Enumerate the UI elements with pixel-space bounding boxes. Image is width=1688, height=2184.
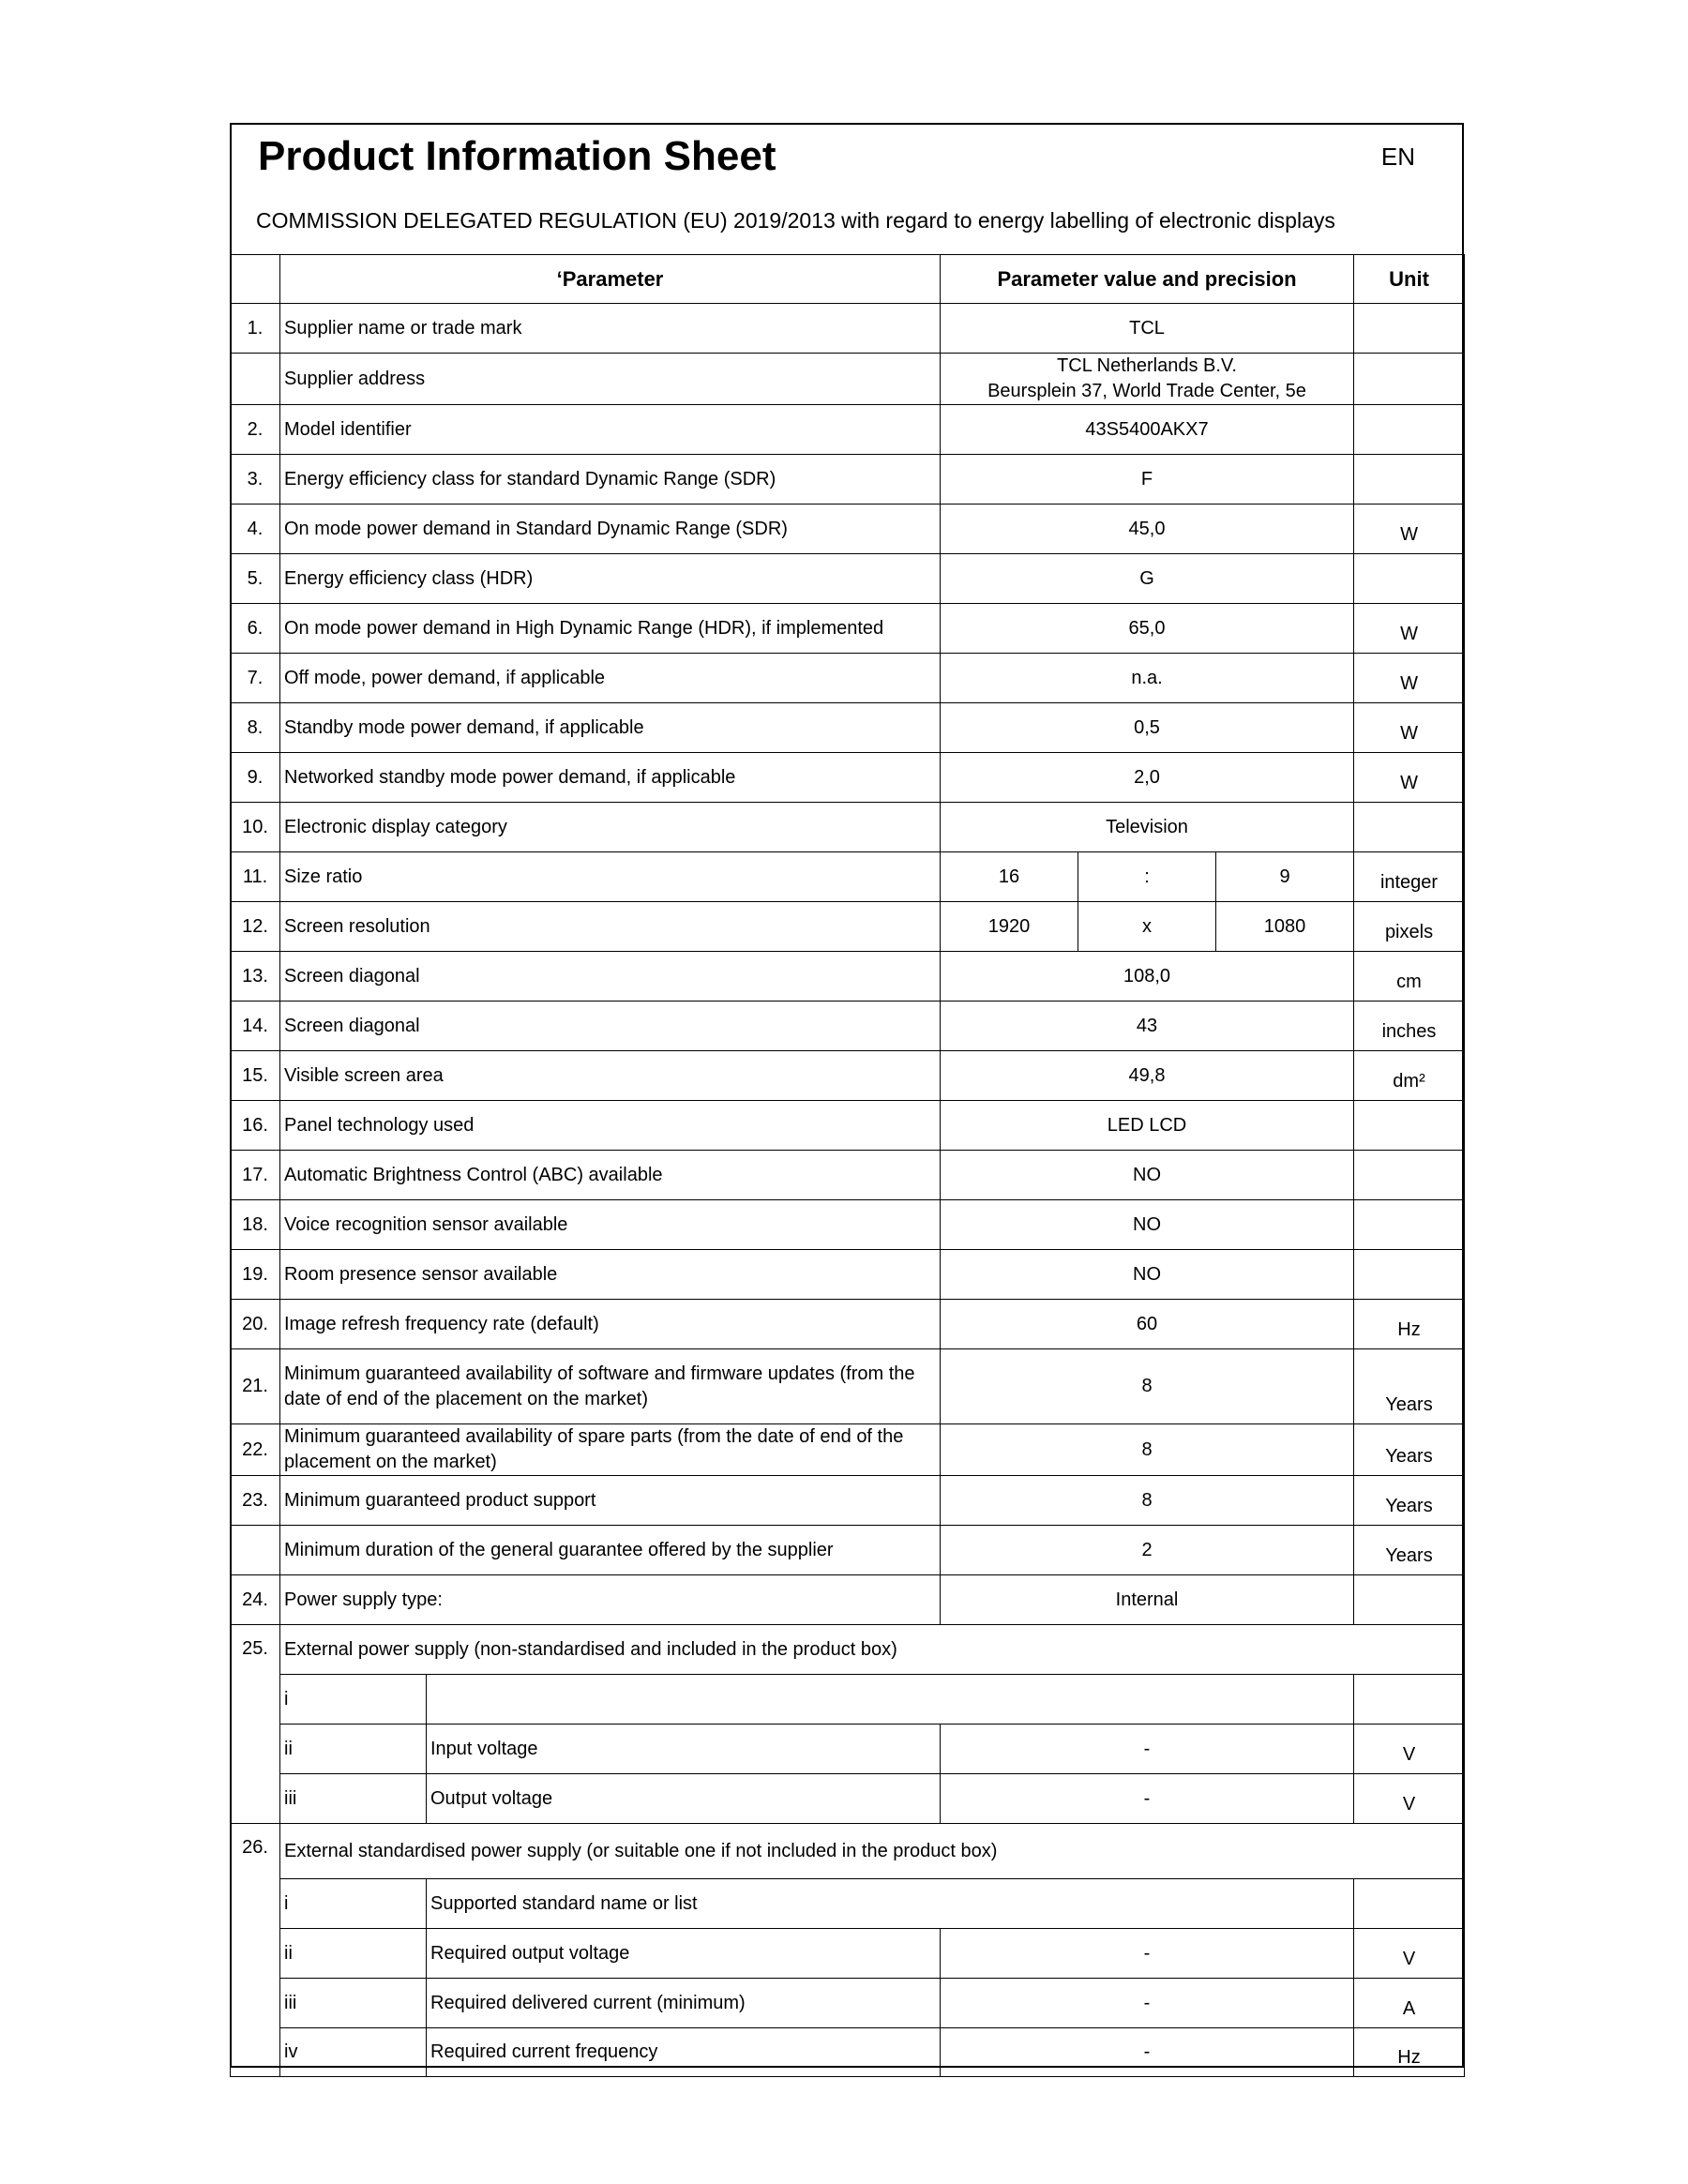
row-number: 21. bbox=[231, 1349, 280, 1424]
row-parameter: On mode power demand in High Dynamic Range (HDR), if implemented bbox=[280, 604, 941, 654]
table-header-row bbox=[231, 255, 1465, 304]
table-row bbox=[231, 1774, 1465, 1824]
table-row bbox=[231, 1424, 1465, 1476]
table-row bbox=[231, 1250, 1465, 1300]
row-parameter: Standby mode power demand, if applicable bbox=[280, 703, 941, 753]
table-row bbox=[231, 405, 1465, 455]
row-parameter: Screen diagonal bbox=[280, 952, 941, 1002]
row-value: TCL bbox=[941, 304, 1354, 354]
row-number: 8. bbox=[231, 703, 280, 753]
regulation-subtitle: COMMISSION DELEGATED REGULATION (EU) 2019/2013 with regard to energy labelling of electronic displays bbox=[256, 208, 1335, 233]
row-unit: Years bbox=[1354, 1476, 1465, 1526]
row-number: 12. bbox=[231, 902, 280, 952]
row-parameter: Minimum guaranteed availability of software and firmware updates (from the date of end of the placement on the market) bbox=[280, 1349, 941, 1424]
column-header-parameter: ‘Parameter bbox=[280, 255, 941, 304]
table-row bbox=[231, 455, 1465, 505]
table-row bbox=[231, 1526, 1465, 1575]
row-unit bbox=[1354, 304, 1465, 354]
section-25-header-row bbox=[231, 1625, 1465, 1675]
row-value: 108,0 bbox=[941, 952, 1354, 1002]
row-unit bbox=[1354, 405, 1465, 455]
row-parameter: Size ratio bbox=[280, 852, 941, 902]
row-unit: integer bbox=[1354, 852, 1465, 902]
item-value: - bbox=[941, 1774, 1354, 1824]
item-label: Output voltage bbox=[427, 1774, 941, 1824]
item-roman: iii bbox=[280, 1774, 427, 1824]
row-parameter: Room presence sensor available bbox=[280, 1250, 941, 1300]
row-value bbox=[941, 354, 1354, 405]
row-number: 14. bbox=[231, 1002, 280, 1051]
item-unit: V bbox=[1354, 1725, 1465, 1774]
item-unit: V bbox=[1354, 1929, 1465, 1979]
row-parameter: Visible screen area bbox=[280, 1051, 941, 1101]
row-unit: dm² bbox=[1354, 1051, 1465, 1101]
table-row bbox=[231, 304, 1465, 354]
row-unit bbox=[1354, 554, 1465, 604]
item-value: - bbox=[941, 2028, 1354, 2077]
row-number bbox=[231, 1526, 280, 1575]
row-value: Television bbox=[941, 803, 1354, 852]
row-value: 2 bbox=[941, 1526, 1354, 1575]
row-value: G bbox=[941, 554, 1354, 604]
table-row bbox=[231, 1879, 1465, 1929]
row-parameter: Electronic display category bbox=[280, 803, 941, 852]
item-roman: i bbox=[280, 1879, 427, 1929]
row-number: 18. bbox=[231, 1200, 280, 1250]
row-value: 8 bbox=[941, 1424, 1354, 1476]
table-row bbox=[231, 753, 1465, 803]
row-unit: W bbox=[1354, 703, 1465, 753]
row-number: 24. bbox=[231, 1575, 280, 1625]
row-unit: Years bbox=[1354, 1424, 1465, 1476]
resolution-separator: x bbox=[1078, 902, 1216, 952]
table-row bbox=[231, 1725, 1465, 1774]
row-value: 0,5 bbox=[941, 703, 1354, 753]
row-unit bbox=[1354, 1250, 1465, 1300]
section-25-title: External power supply (non-standardised and included in the product box) bbox=[280, 1625, 1465, 1675]
section-26-title: External standardised power supply (or suitable one if not included in the product box) bbox=[280, 1824, 1465, 1879]
row-parameter: Screen resolution bbox=[280, 902, 941, 952]
row-unit: Years bbox=[1354, 1349, 1465, 1424]
row-parameter: On mode power demand in Standard Dynamic Range (SDR) bbox=[280, 505, 941, 554]
table-row bbox=[231, 1101, 1465, 1151]
row-unit bbox=[1354, 455, 1465, 505]
row-unit: Years bbox=[1354, 1526, 1465, 1575]
row-unit bbox=[1354, 1200, 1465, 1250]
table-row bbox=[231, 1300, 1465, 1349]
column-header-unit: Unit bbox=[1354, 255, 1465, 304]
row-number: 7. bbox=[231, 654, 280, 703]
table-row bbox=[231, 852, 1465, 902]
page-title: Product Information Sheet bbox=[258, 133, 776, 179]
row-unit: pixels bbox=[1354, 902, 1465, 952]
row-unit bbox=[1354, 1101, 1465, 1151]
item-roman: i bbox=[280, 1675, 427, 1725]
table-row bbox=[231, 354, 1465, 405]
table-row bbox=[231, 952, 1465, 1002]
item-unit bbox=[1354, 1675, 1465, 1725]
row-value: 49,8 bbox=[941, 1051, 1354, 1101]
item-value: - bbox=[941, 1979, 1354, 2028]
size-ratio-width: 16 bbox=[941, 852, 1078, 902]
row-parameter: Automatic Brightness Control (ABC) available bbox=[280, 1151, 941, 1200]
row-parameter: Energy efficiency class for standard Dynamic Range (SDR) bbox=[280, 455, 941, 505]
item-unit: V bbox=[1354, 1774, 1465, 1824]
item-value: - bbox=[941, 1929, 1354, 1979]
item-unit: A bbox=[1354, 1979, 1465, 2028]
parameter-table bbox=[230, 254, 1465, 2077]
item-label: Required current frequency bbox=[427, 2028, 941, 2077]
row-parameter: Panel technology used bbox=[280, 1101, 941, 1151]
row-unit bbox=[1354, 354, 1465, 405]
item-unit bbox=[1354, 1879, 1465, 1929]
table-row bbox=[231, 703, 1465, 753]
row-value: NO bbox=[941, 1250, 1354, 1300]
supplier-address-line1: TCL Netherlands B.V. bbox=[1057, 355, 1237, 376]
item-label bbox=[427, 1675, 1354, 1725]
item-label: Input voltage bbox=[427, 1725, 941, 1774]
row-number: 22. bbox=[231, 1424, 280, 1476]
row-value: 43S5400AKX7 bbox=[941, 405, 1354, 455]
item-label: Required delivered current (minimum) bbox=[427, 1979, 941, 2028]
row-unit: cm bbox=[1354, 952, 1465, 1002]
table-row bbox=[231, 1979, 1465, 2028]
size-ratio-height: 9 bbox=[1216, 852, 1354, 902]
section-25-number: 25. bbox=[231, 1625, 280, 1824]
row-parameter: Model identifier bbox=[280, 405, 941, 455]
table-row bbox=[231, 1349, 1465, 1424]
table-row bbox=[231, 902, 1465, 952]
row-value: Internal bbox=[941, 1575, 1354, 1625]
row-unit bbox=[1354, 1151, 1465, 1200]
table-row bbox=[231, 654, 1465, 703]
row-number bbox=[231, 354, 280, 405]
row-parameter: Supplier name or trade mark bbox=[280, 304, 941, 354]
row-number: 5. bbox=[231, 554, 280, 604]
row-parameter: Minimum duration of the general guarantee offered by the supplier bbox=[280, 1526, 941, 1575]
section-26-header-row bbox=[231, 1824, 1465, 1879]
row-value: 60 bbox=[941, 1300, 1354, 1349]
table-row bbox=[231, 604, 1465, 654]
row-number: 11. bbox=[231, 852, 280, 902]
row-number: 10. bbox=[231, 803, 280, 852]
table-row bbox=[231, 2028, 1465, 2077]
table-row bbox=[231, 803, 1465, 852]
row-parameter: Networked standby mode power demand, if applicable bbox=[280, 753, 941, 803]
row-unit: W bbox=[1354, 753, 1465, 803]
row-value: n.a. bbox=[941, 654, 1354, 703]
table-row bbox=[231, 1476, 1465, 1526]
table-row bbox=[231, 1575, 1465, 1625]
table-row bbox=[231, 1675, 1465, 1725]
row-number: 15. bbox=[231, 1051, 280, 1101]
item-roman: ii bbox=[280, 1725, 427, 1774]
resolution-width: 1920 bbox=[941, 902, 1078, 952]
table-row bbox=[231, 1200, 1465, 1250]
supplier-address-line2: Beursplein 37, World Trade Center, 5e bbox=[987, 381, 1306, 401]
item-roman: iii bbox=[280, 1979, 427, 2028]
row-number: 23. bbox=[231, 1476, 280, 1526]
row-unit: W bbox=[1354, 604, 1465, 654]
table-row bbox=[231, 554, 1465, 604]
row-unit: inches bbox=[1354, 1002, 1465, 1051]
row-parameter: Supplier address bbox=[280, 354, 941, 405]
row-value: LED LCD bbox=[941, 1101, 1354, 1151]
row-number: 16. bbox=[231, 1101, 280, 1151]
table-row bbox=[231, 1002, 1465, 1051]
row-parameter: Energy efficiency class (HDR) bbox=[280, 554, 941, 604]
row-value: 65,0 bbox=[941, 604, 1354, 654]
row-unit bbox=[1354, 1575, 1465, 1625]
row-value: NO bbox=[941, 1151, 1354, 1200]
row-value: 45,0 bbox=[941, 505, 1354, 554]
table-row bbox=[231, 1929, 1465, 1979]
row-unit bbox=[1354, 803, 1465, 852]
column-header-value: Parameter value and precision bbox=[941, 255, 1354, 304]
row-value: 8 bbox=[941, 1349, 1354, 1424]
product-information-sheet bbox=[230, 123, 1464, 2068]
row-number: 2. bbox=[231, 405, 280, 455]
row-parameter: Power supply type: bbox=[280, 1575, 941, 1625]
row-number: 3. bbox=[231, 455, 280, 505]
row-value: 2,0 bbox=[941, 753, 1354, 803]
row-value: 43 bbox=[941, 1002, 1354, 1051]
row-number: 17. bbox=[231, 1151, 280, 1200]
row-unit: Hz bbox=[1354, 1300, 1465, 1349]
row-number: 9. bbox=[231, 753, 280, 803]
row-number: 20. bbox=[231, 1300, 280, 1349]
item-roman: ii bbox=[280, 1929, 427, 1979]
item-unit: Hz bbox=[1354, 2028, 1465, 2077]
item-label: Supported standard name or list bbox=[427, 1879, 1354, 1929]
item-label: Required output voltage bbox=[427, 1929, 941, 1979]
row-number: 4. bbox=[231, 505, 280, 554]
table-row bbox=[231, 1151, 1465, 1200]
item-value: - bbox=[941, 1725, 1354, 1774]
row-parameter: Minimum guaranteed product support bbox=[280, 1476, 941, 1526]
table-row bbox=[231, 505, 1465, 554]
row-number: 6. bbox=[231, 604, 280, 654]
row-value: 8 bbox=[941, 1476, 1354, 1526]
row-parameter: Screen diagonal bbox=[280, 1002, 941, 1051]
row-value: F bbox=[941, 455, 1354, 505]
row-number: 19. bbox=[231, 1250, 280, 1300]
table-row bbox=[231, 1051, 1465, 1101]
row-number: 1. bbox=[231, 304, 280, 354]
row-parameter: Minimum guaranteed availability of spare parts (from the date of end of the placement on the market) bbox=[280, 1424, 941, 1476]
row-unit: W bbox=[1354, 505, 1465, 554]
row-parameter: Voice recognition sensor available bbox=[280, 1200, 941, 1250]
row-parameter: Image refresh frequency rate (default) bbox=[280, 1300, 941, 1349]
row-value: NO bbox=[941, 1200, 1354, 1250]
section-26-number: 26. bbox=[231, 1824, 280, 2077]
language-code: EN bbox=[1380, 143, 1415, 171]
row-unit: W bbox=[1354, 654, 1465, 703]
resolution-height: 1080 bbox=[1216, 902, 1354, 952]
row-number: 13. bbox=[231, 952, 280, 1002]
item-roman: iv bbox=[280, 2028, 427, 2077]
size-ratio-separator: : bbox=[1078, 852, 1216, 902]
header-num-cell bbox=[231, 255, 280, 304]
row-parameter: Off mode, power demand, if applicable bbox=[280, 654, 941, 703]
